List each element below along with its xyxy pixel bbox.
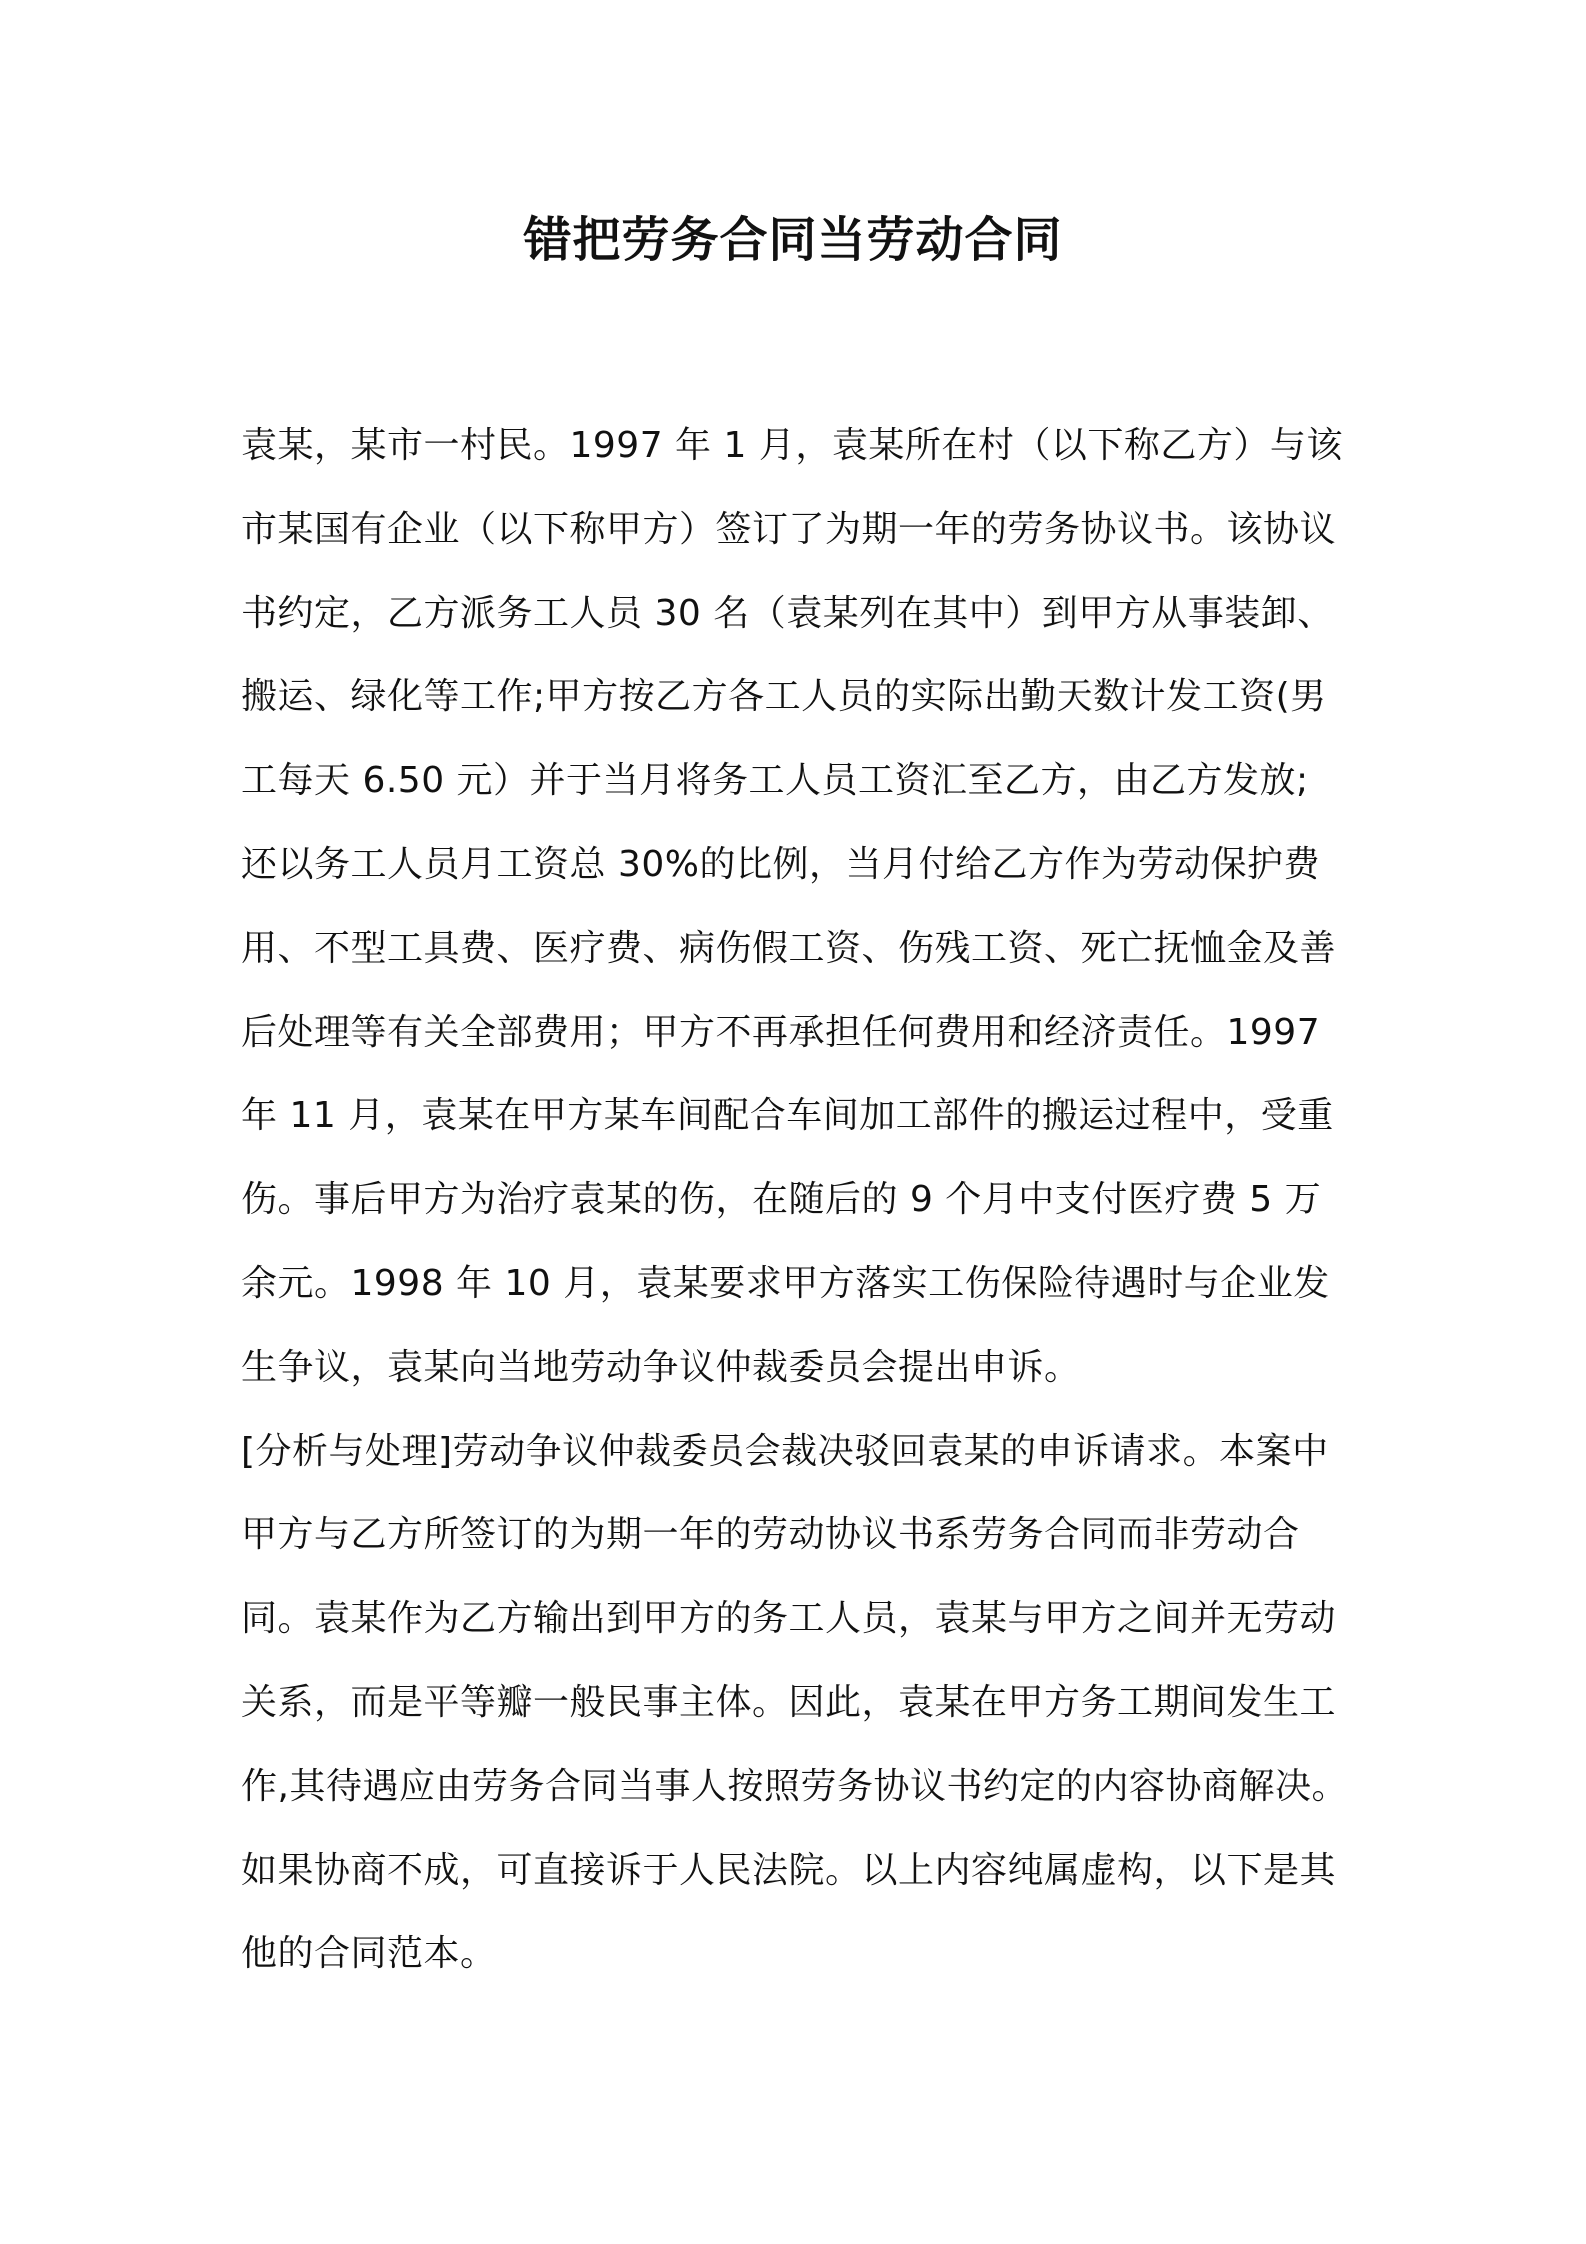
- body-line: 用、不型工具费、医疗费、病伤假工资、伤残工资、死亡抚恤金及善: [241, 927, 1337, 969]
- body-line: 袁某，某市一村民。1997 年 1 月，袁某所在村（以下称乙方）与该: [241, 425, 1343, 466]
- body-line: 他的合同范本。: [241, 1933, 497, 1975]
- body-line: 生争议，袁某向当地劳动争议仲裁委员会提出申诉。: [241, 1346, 1081, 1388]
- body-line: 作,其待遇应由劳务合同当事人按照劳务协议书约定的内容协商解决。: [241, 1765, 1348, 1807]
- body-line: 同。袁某作为乙方输出到甲方的务工人员，袁某与甲方之间并无劳动: [241, 1598, 1337, 1640]
- body-line: 年 11 月，袁某在甲方某车间配合车间加工部件的搬运过程中，受重: [241, 1095, 1334, 1137]
- body-line: 余元。1998 年 10 月，袁某要求甲方落实工伤保险待遇时与企业发: [241, 1262, 1330, 1304]
- body-line: 还以务工人员月工资总 30%的比例，当月付给乙方作为劳动保护费: [241, 843, 1320, 885]
- body-line: 关系，而是平等瓣一般民事主体。因此，袁某在甲方务工期间发生工: [241, 1681, 1337, 1723]
- body-line: 书约定，乙方派务工人员 30 名（袁某列在其中）到甲方从事装卸、: [241, 592, 1334, 634]
- document-body: [241, 404, 1361, 1996]
- document-title: 错把劳务合同当劳动合同: [523, 212, 1063, 268]
- body-line: [分析与处理]劳动争议仲裁委员会裁决驳回袁某的申诉请求。本案中: [241, 1430, 1329, 1472]
- body-line: 市某国有企业（以下称甲方）签订了为期一年的劳务协议书。该协议: [241, 508, 1337, 550]
- body-line: 后处理等有关全部费用；甲方不再承担任何费用和经济责任。1997: [241, 1011, 1321, 1053]
- body-line: 工每天 6.50 元）并于当月将务工人员工资汇至乙方，由乙方发放;: [241, 760, 1309, 802]
- body-line: 搬运、绿化等工作;甲方按乙方各工人员的实际出勤天数计发工资(男: [241, 676, 1327, 718]
- body-line: 伤。事后甲方为治疗袁某的伤，在随后的 9 个月中支付医疗费 5 万: [241, 1179, 1322, 1221]
- body-line: 甲方与乙方所签订的为期一年的劳动协议书系劳务合同而非劳动合: [241, 1514, 1300, 1556]
- body-line: 如果协商不成，可直接诉于人民法院。以上内容纯属虚构，以下是其: [241, 1849, 1337, 1891]
